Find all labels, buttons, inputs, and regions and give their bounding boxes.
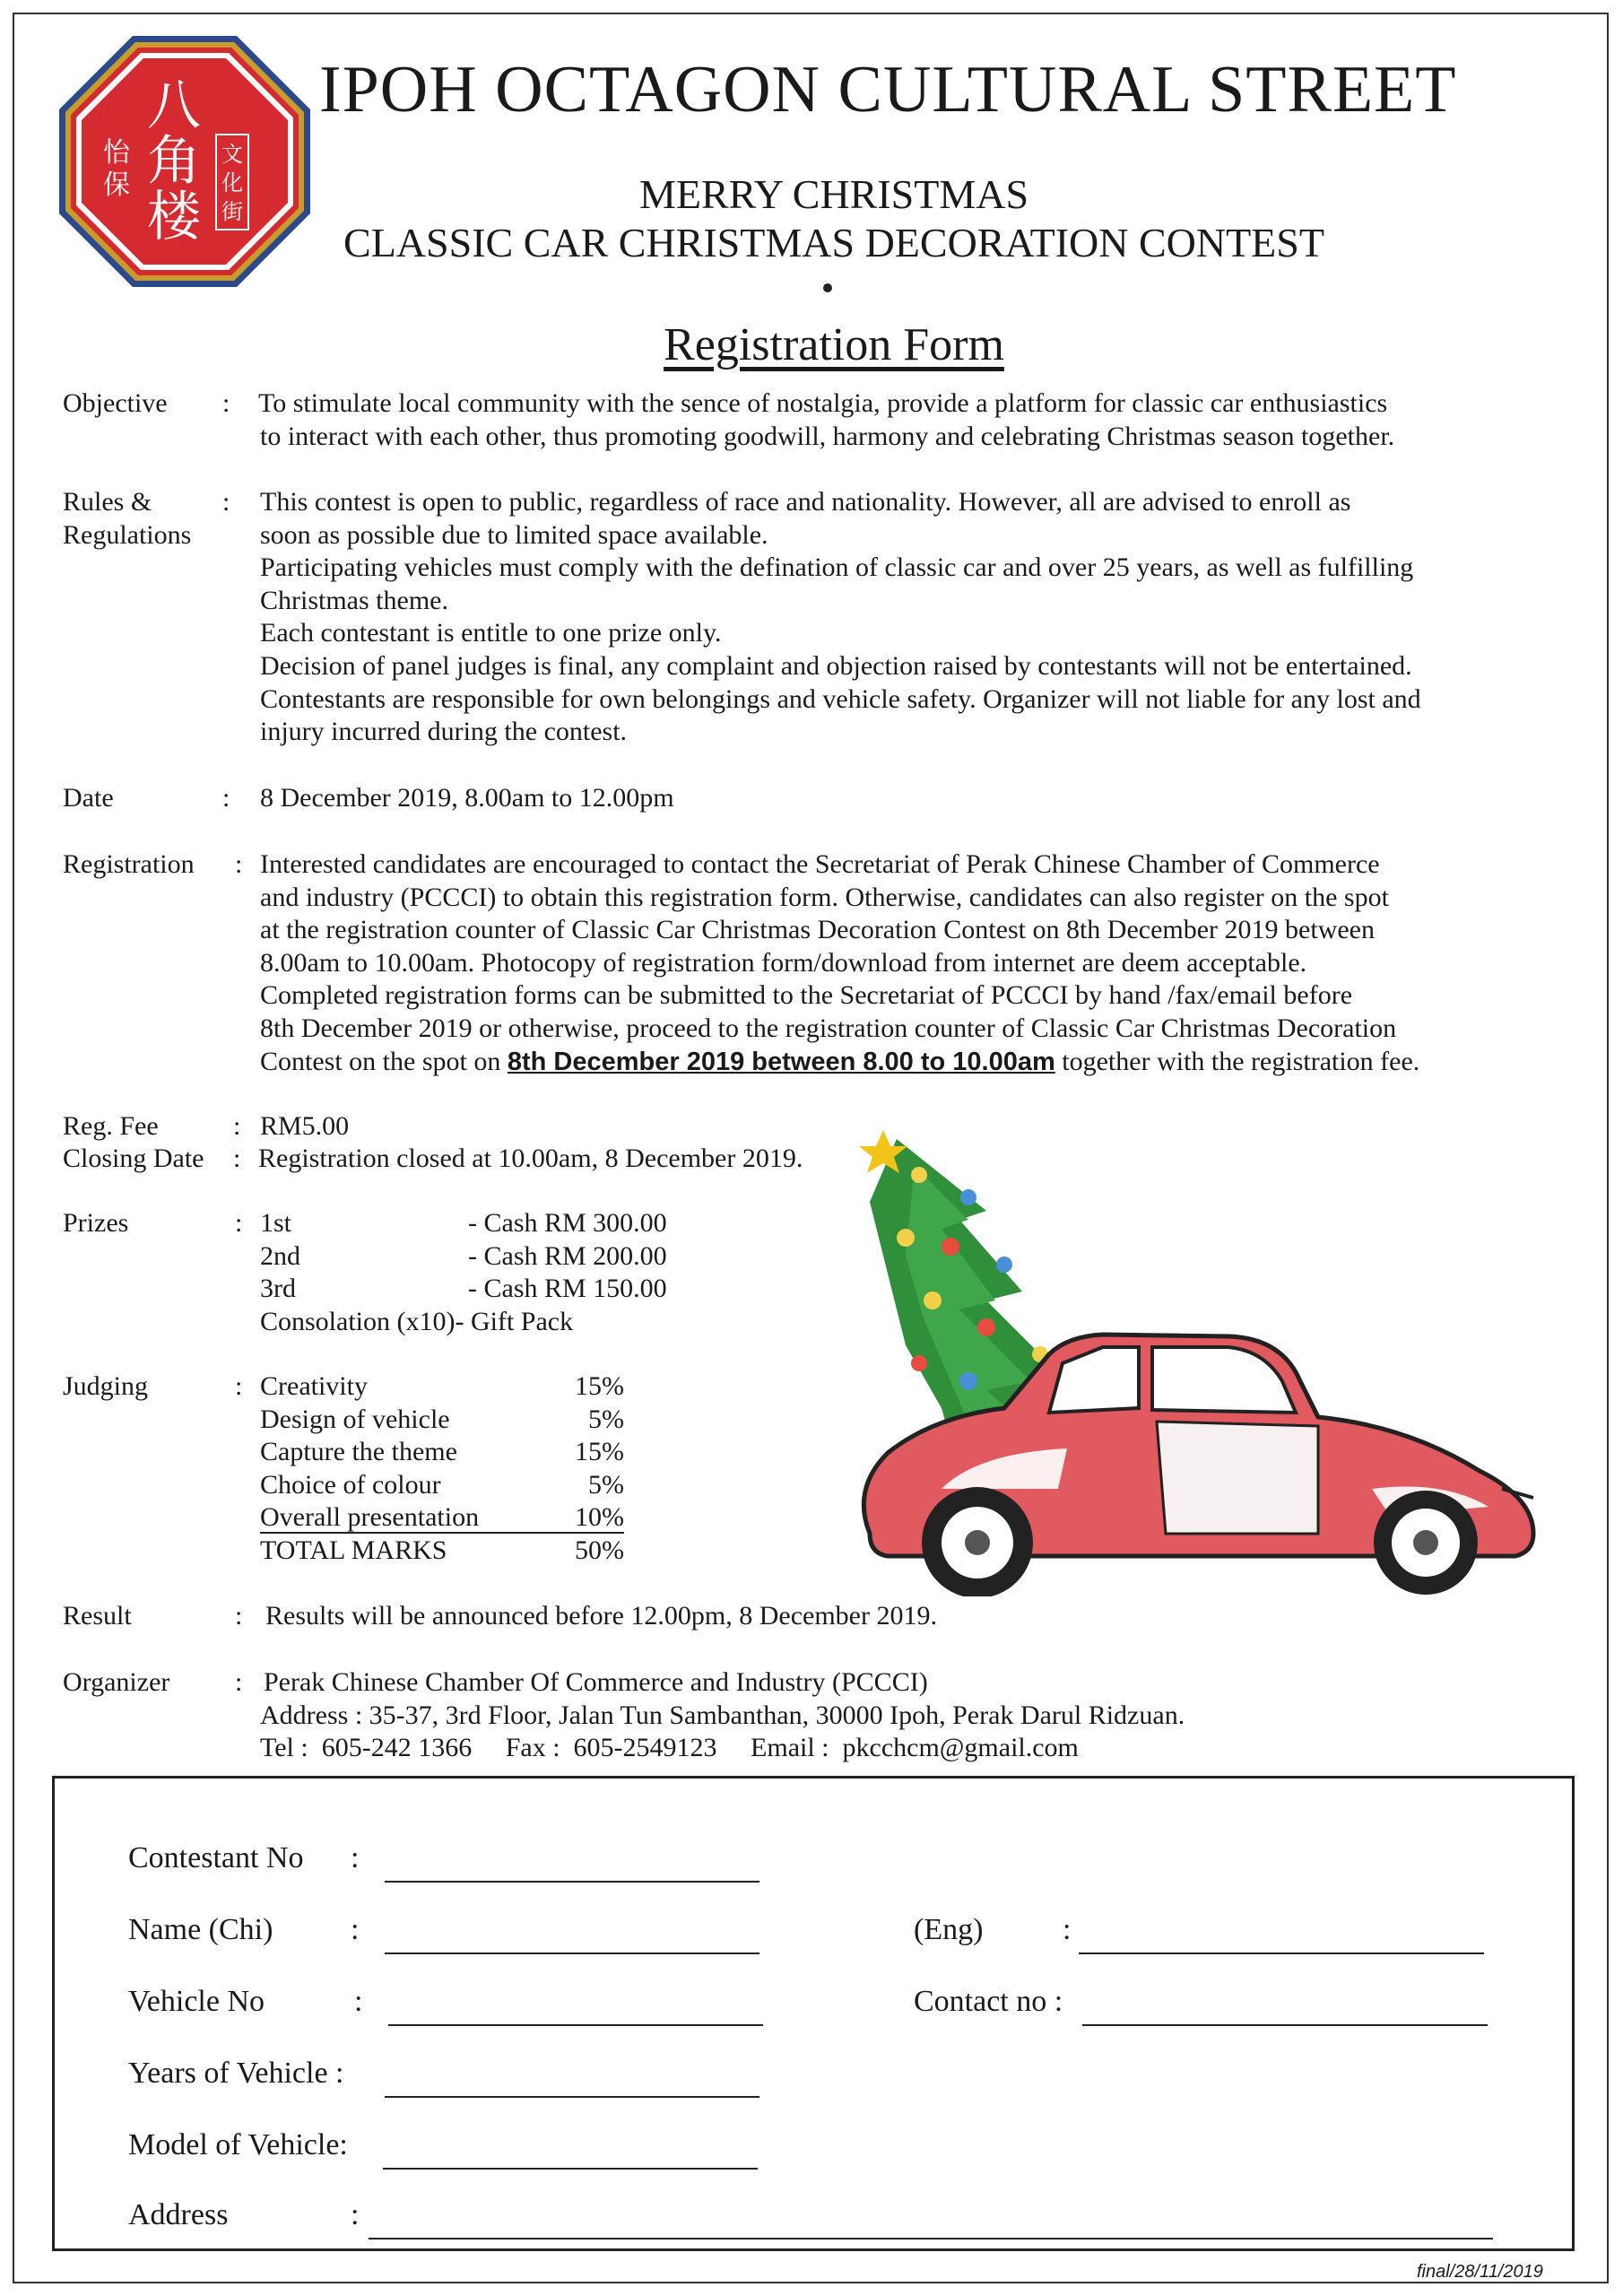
- contact-no-field[interactable]: [1082, 2024, 1488, 2026]
- registration-form-box: Contestant No : Name (Chi) : (Eng) : Vehicle No : Contact no : Years of Vehicle : Model of Vehicle: Address :: [52, 1776, 1575, 2251]
- years-of-vehicle-field[interactable]: [385, 2096, 759, 2098]
- objective-text: To stimulate local community with the sence of nostalgia, provide a platform for classic car enthusiastics to interact with each other, thus promoting goodwill, harmony and celebrating Christmas season together.: [258, 388, 1395, 451]
- logo-char-3: 楼: [147, 186, 201, 248]
- prizes-label: Prizes: [63, 1208, 129, 1238]
- organizer-contact: Tel : 605-242 1366 Fax : 605-2549123 Email : pkcchcm@gmail.com: [260, 1733, 1079, 1763]
- criterion-name: Choice of colour: [260, 1469, 441, 1500]
- contestant-no-label: Contestant No: [128, 1841, 304, 1874]
- prize-value: - Cash RM 300.00: [468, 1208, 667, 1238]
- rules-label: Rules & Regulations: [63, 487, 192, 550]
- criterion-weight: 15%: [575, 1437, 624, 1467]
- total-marks-value: 50%: [575, 1535, 624, 1565]
- prize-consolation: Consolation (x10)- Gift Pack: [260, 1306, 574, 1336]
- subtitle-contest: CLASSIC CAR CHRISTMAS DECORATION CONTEST: [343, 220, 1324, 265]
- svg-text:街: 街: [221, 199, 243, 224]
- name-eng-field[interactable]: [1079, 1952, 1484, 1954]
- logo-char-2: 角: [147, 130, 201, 193]
- criterion-weight: 15%: [575, 1371, 624, 1401]
- registration-text: Interested candidates are encouraged to contact the Secretariat of Perak Chinese Chamber of Commerce and industry (PCCCI) to obtain this registration form. Otherwise, candidates can also register on the spot at the registration counter of Classic Car Christmas Decoration Contest on 8th December 2019 between 8.00am to 10.00am. Photocopy of registration form/download from internet are deem acceptable. Completed registration forms can be submitted to the Secretariat of PCCCI by hand /fax/email before 8th December 2019 or otherwise, proceed to the registration counter of Classic Car Christmas Decoration Contest on the spot on 8th December 2019 between 8.00 to 10.00am together with the registration fee.: [260, 849, 1420, 1076]
- criterion-weight: 5%: [588, 1404, 624, 1434]
- prize-place: 1st: [260, 1208, 292, 1238]
- organizer-address: Address : 35-37, 3rd Floor, Jalan Tun Sambanthan, 30000 Ipoh, Perak Darul Ridzuan.: [260, 1700, 1185, 1730]
- address-field[interactable]: [369, 2238, 1493, 2239]
- total-divider: [260, 1532, 624, 1534]
- svg-text:保: 保: [103, 170, 130, 201]
- name-chi-field[interactable]: [385, 1952, 759, 1954]
- name-eng-label: (Eng): [914, 1913, 984, 1946]
- svg-text:怡: 怡: [103, 137, 130, 169]
- logo-char-1: 八: [147, 74, 201, 137]
- name-chi-label: Name (Chi): [128, 1913, 273, 1946]
- criterion-name: Overall presentation: [260, 1502, 480, 1533]
- criterion-name: Creativity: [260, 1371, 368, 1401]
- rules-text: This contest is open to public, regardless of race and nationality. However, all are advised to enroll as soon as possible due to limited space available. Participating vehicles must comply with the defination of classic car and over 25 years, as well as fulfilling Christmas theme. Each contestant is entitle to one prize only. Decision of panel judges is final, any complaint and objection raised by contestants will not be entertained. Contestants are responsible for own belongings and vehicle safety. Organizer will not liable for any lost and injury incurred during the contest.: [260, 487, 1421, 747]
- prize-value: - Cash RM 150.00: [468, 1274, 667, 1304]
- result-value: Results will be announced before 12.00pm, 8 December 2019.: [265, 1601, 937, 1631]
- christmas-car-illustration: [834, 1112, 1587, 1596]
- version-footer: final/28/11/2019: [1417, 2262, 1543, 2282]
- model-of-vehicle-field[interactable]: [383, 2168, 758, 2170]
- date-value: 8 December 2019, 8.00am to 12.00pm: [260, 783, 674, 813]
- registration-deadline-highlight: 8th December 2019 between 8.00 to 10.00am: [507, 1047, 1055, 1076]
- organizer-label: Organizer: [63, 1667, 170, 1697]
- model-of-vehicle-label: Model of Vehicle:: [128, 2128, 348, 2161]
- reg-fee-label: Reg. Fee: [63, 1111, 159, 1141]
- subtitle-merry-christmas: MERRY CHRISTMAS: [638, 171, 1029, 217]
- octagon-logo: [59, 36, 310, 287]
- svg-text:文: 文: [221, 142, 243, 167]
- form-title: Registration Form: [664, 319, 1004, 370]
- result-label: Result: [63, 1601, 132, 1631]
- prize-value: - Cash RM 200.00: [468, 1240, 667, 1271]
- page-title: IPOH OCTAGON CULTURAL STREET: [319, 53, 1457, 126]
- prize-place: 2nd: [260, 1240, 300, 1271]
- judging-label: Judging: [63, 1371, 149, 1401]
- criterion-name: Design of vehicle: [260, 1404, 450, 1434]
- date-label: Date: [63, 783, 114, 813]
- contact-no-label: Contact no :: [914, 1985, 1063, 2018]
- total-marks-label: TOTAL MARKS: [260, 1535, 447, 1565]
- vehicle-no-label: Vehicle No: [128, 1985, 265, 2018]
- years-of-vehicle-label: Years of Vehicle :: [128, 2057, 344, 2090]
- vehicle-no-field[interactable]: [388, 2024, 763, 2026]
- criterion-weight: 10%: [575, 1502, 624, 1533]
- address-label: Address: [128, 2198, 229, 2231]
- svg-text:化: 化: [221, 170, 243, 196]
- prize-place: 3rd: [260, 1274, 296, 1304]
- objective-label: Objective: [63, 388, 168, 418]
- reg-fee-value: RM5.00: [260, 1111, 350, 1141]
- criterion-name: Capture the theme: [260, 1437, 457, 1467]
- criterion-weight: 5%: [588, 1469, 624, 1500]
- bullet-divider: [823, 283, 832, 292]
- closing-date-label: Closing Date: [63, 1144, 204, 1173]
- registration-label: Registration: [63, 849, 195, 879]
- contestant-no-field[interactable]: [385, 1881, 759, 1883]
- organizer-name: Perak Chinese Chamber Of Commerce and Industry (PCCCI): [264, 1667, 928, 1697]
- closing-date-value: Registration closed at 10.00am, 8 December 2019.: [258, 1144, 803, 1173]
